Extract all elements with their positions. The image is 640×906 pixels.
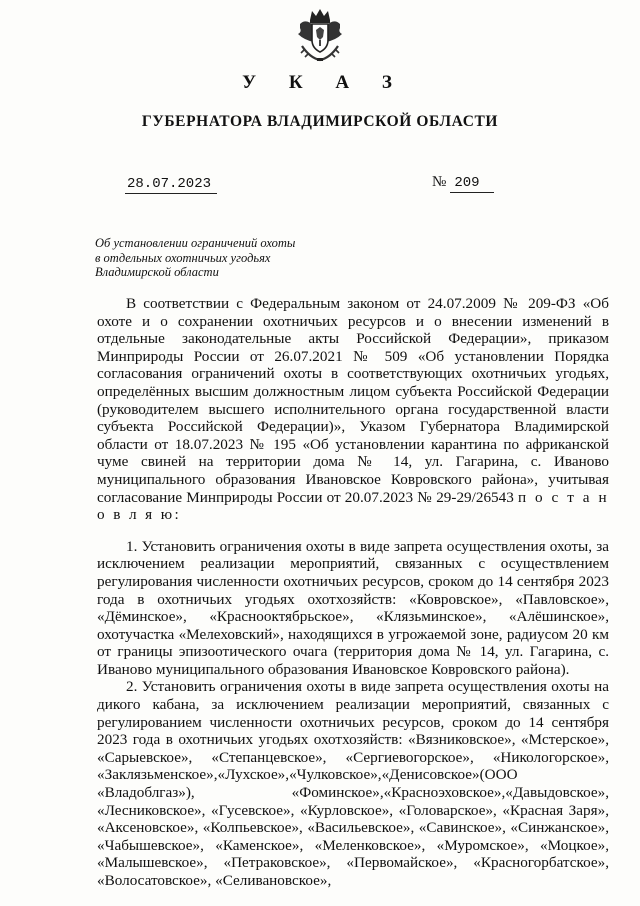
- decree-number-block: [432, 174, 494, 191]
- topic-line: в отдельных охотничьих угодьях: [95, 250, 271, 265]
- issuer-subtitle: ГУБЕРНАТОРА ВЛАДИМИРСКОЙ ОБЛАСТИ: [141, 113, 499, 130]
- decree-body: [97, 295, 609, 890]
- decree-word: п о с т а н о в л я ю:: [97, 488, 609, 524]
- preamble-text: В соответствии с Федеральным законом от 24.07.2009 № 209-ФЗ «Об охоте и о сохранении охотничьих ресурсов и о внесении изменений в отдельные законодательные акты Российской Федерации», приказом Минприроды России от 26.07.2021 № 509 «Об установлении Порядка согласования ограничений охоты в соответствующих охотничьих угодьях, определённых высшим должностным лицом субъекта Российской Федерации (руководителем высшего исполнительного органа государственной власти субъекта Российской Федерации)», Указом Губернатора Владимирской области от 18.07.2023 № 195 «Об установлении карантина по африканской чуме свиней на территории дома № 14, ул. Гагарина, с. Иваново муниципального образования Ивановское Ковровского района», учитывая согласование Минприроды России от 20.07.2023 № 29-29/26543: [97, 295, 609, 506]
- topic-line: Владимирской области: [95, 265, 219, 279]
- preamble-paragraph: [97, 295, 609, 524]
- decree-date: 28.07.2023: [125, 176, 217, 194]
- item-paragraph: 1. Установить ограничения охоты в виде запрета осуществления охоты, за исключением реализации мероприятий, связанных с осуществлением регулирования численности охотничьих ресурсов, сроком до 14 сентября 2023 года в охотничьих угодьях охотхозяйств: «Ковровское», «Павловское», «Дёминское», «Краснооктябрьское», «Клязьминское», «Алёшинское», охотучастка «Мелеховский», находящихся в угрожаемой зоне, радиусом 20 км от границы эпизоотического очага (территория дома № 14, ул. Гагарина, с. Иваново муниципального образования Ивановское Ковровского района).: [97, 537, 609, 678]
- decree-topic: [95, 236, 295, 280]
- decree-number: 209: [450, 175, 493, 193]
- coat-of-arms-icon: [290, 6, 350, 64]
- topic-line: Об установлении ограничений охоты: [95, 236, 296, 250]
- number-label: №: [432, 174, 447, 190]
- item-paragraph: 2. Установить ограничения охоты в виде запрета осуществления охоты на дикого кабана, за исключением реализации мероприятий, связанных с регулированием численности охотничьих ресурсов, сроком до 14 сентября 2023 года в охотничьих угодьях охотхозяйств: «Вязниковское», «Мстерское», «Сарыевское», «Степанцевское», «Сергиевогорское», «Никологорское», «Заклязьменское»,«Лухское»,«Чулковское»,«Денисовское»(ООО «Владоблгаз»), «Фоминское»,«Красноэховское»,«Давыдовское», «Лесниковское», «Гусевское», «Курловское», «Головарское», «Красная Заря», «Аксеновское», «Колпьевское», «Васильевское», «Савинское», «Синжанское», «Чабышевское», «Каменское», «Меленковское», «Муромское», «Моцкое», «Малышевское», «Петраковское», «Первомайское», «Красногорбатское», «Волосатовское», «Селивановское»,: [97, 678, 609, 889]
- page-title: У К А З: [242, 72, 406, 93]
